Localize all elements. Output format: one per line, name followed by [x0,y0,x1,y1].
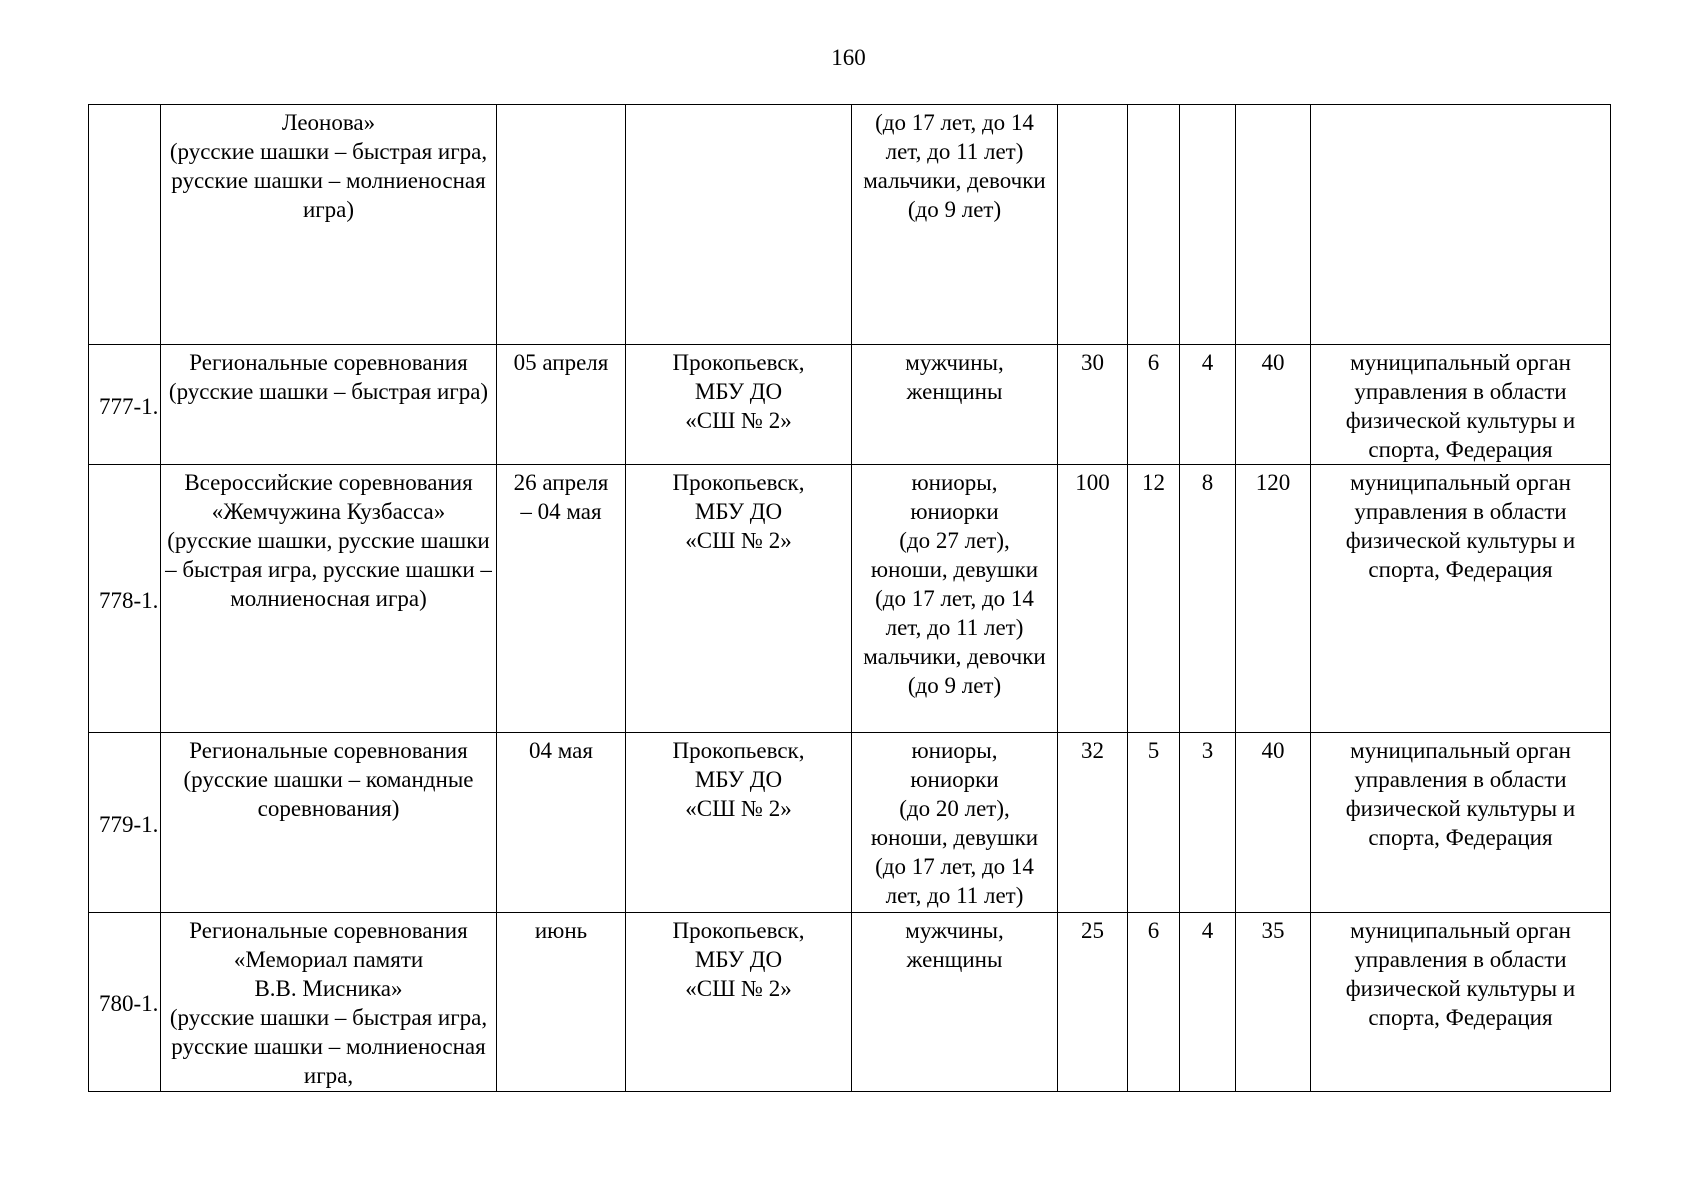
count-cell-2 [1128,105,1180,345]
count-cell-4 [1236,733,1311,913]
count-cell-2 [1128,913,1180,1092]
event-name-cell [161,913,497,1092]
row-number-cell [89,733,161,913]
event-name: Региональные соревнования (русские шашки – командные соревнования) [183,738,474,821]
organizer-cell [1311,733,1611,913]
count-cell-1 [1058,913,1128,1092]
count-value-1: 100 [1075,470,1110,495]
count-cell-4 [1236,345,1311,465]
event-date-cell [497,105,626,345]
count-cell-3 [1180,105,1236,345]
count-cell-3 [1180,733,1236,913]
count-value-2: 6 [1147,918,1160,943]
count-cell-4 [1236,105,1311,345]
event-place: Прокопьевск, МБУ ДО «СШ № 2» [672,350,805,433]
event-date-cell [497,345,626,465]
row-number-cell [89,913,161,1092]
count-cell-1 [1058,105,1128,345]
organizer: муниципальный орган управления в области физической культуры и спорта, Федерация [1345,350,1576,462]
table-row [89,465,1611,733]
count-cell-4 [1236,913,1311,1092]
row-number: 778-1. [99,587,159,613]
count-value-1: 32 [1081,738,1104,763]
count-value-3: 8 [1201,470,1214,495]
count-value-2: 12 [1142,470,1165,495]
count-cell-1 [1058,345,1128,465]
count-cell-1 [1058,733,1128,913]
participants: юниоры, юниорки (до 27 лет), юноши, девушки (до 17 лет, до 14 лет, до 11 лет) мальчики, девочки (до 9 лет) [863,470,1046,698]
event-date: 04 мая [529,738,593,763]
event-place-cell [626,345,852,465]
participants-cell [852,733,1058,913]
count-cell-1 [1058,465,1128,733]
count-value-3: 3 [1201,738,1214,763]
row-number: 779-1. [99,811,159,837]
row-number-cell [89,465,161,733]
event-place: Прокопьевск, МБУ ДО «СШ № 2» [672,918,805,1001]
events-table [88,104,1611,1092]
count-value-4: 35 [1261,918,1285,943]
event-place-cell [626,105,852,345]
participants-cell [852,913,1058,1092]
row-number-cell [89,105,161,345]
event-date: 05 апреля [513,350,609,375]
event-date-cell [497,733,626,913]
event-date-cell [497,913,626,1092]
count-value-4: 120 [1255,470,1291,495]
count-value-2: 5 [1147,738,1160,763]
table-row [89,345,1611,465]
page-number: 160 [831,45,866,70]
table-row [89,105,1611,345]
event-name-cell [161,105,497,345]
event-name: Региональные соревнования «Мемориал памяти В.В. Мисника» (русские шашки – быстрая игра, русские шашки – молниеносная игра, [169,918,488,1088]
participants: мужчины, женщины [905,918,1004,972]
event-name-cell [161,733,497,913]
participants: юниоры, юниорки (до 20 лет), юноши, девушки (до 17 лет, до 14 лет, до 11 лет) [870,738,1039,908]
event-name: Региональные соревнования (русские шашки – быстрая игра) [168,350,489,404]
row-number: 780-1. [99,991,159,1016]
count-cell-2 [1128,465,1180,733]
event-place-cell [626,465,852,733]
count-value-3: 4 [1201,918,1214,943]
participants-cell [852,345,1058,465]
organizer-cell [1311,913,1611,1092]
event-date: июнь [534,918,588,943]
event-name: Всероссийские соревнования «Жемчужина Кузбасса» (русские шашки, русские шашки – быстрая игра, русские шашки – молниеносная игра) [165,470,492,611]
count-value-2: 6 [1147,350,1160,375]
organizer: муниципальный орган управления в области физической культуры и спорта, Федерация [1345,470,1576,582]
organizer: муниципальный орган управления в области физической культуры и спорта, Федерация [1345,738,1576,850]
organizer-cell [1311,345,1611,465]
event-name-cell [161,345,497,465]
row-number: 777-1. [99,393,159,419]
organizer-cell [1311,105,1611,345]
event-place-cell [626,913,852,1092]
organizer-cell [1311,465,1611,733]
participants-cell [852,465,1058,733]
count-cell-2 [1128,733,1180,913]
count-value-4: 40 [1261,738,1285,763]
participants-cell [852,105,1058,345]
count-cell-3 [1180,913,1236,1092]
count-value-1: 25 [1081,918,1104,943]
organizer: муниципальный орган управления в области физической культуры и спорта, Федерация [1345,918,1576,1030]
count-cell-3 [1180,465,1236,733]
count-value-1: 30 [1081,350,1104,375]
event-place: Прокопьевск, МБУ ДО «СШ № 2» [672,738,805,821]
table-row [89,733,1611,913]
event-name: Леонова» (русские шашки – быстрая игра, русские шашки – молниеносная игра) [169,110,488,222]
row-number-cell [89,345,161,465]
count-cell-3 [1180,345,1236,465]
event-place-cell [626,733,852,913]
count-value-4: 40 [1261,350,1285,375]
count-value-3: 4 [1201,350,1214,375]
count-cell-4 [1236,465,1311,733]
participants: мужчины, женщины [905,350,1004,404]
count-cell-2 [1128,345,1180,465]
table-row [89,913,1611,1092]
event-name-cell [161,465,497,733]
event-date: 26 апреля – 04 мая [513,470,609,524]
event-date-cell [497,465,626,733]
participants: (до 17 лет, до 14 лет, до 11 лет) мальчики, девочки (до 9 лет) [863,110,1046,222]
event-place: Прокопьевск, МБУ ДО «СШ № 2» [672,470,805,553]
